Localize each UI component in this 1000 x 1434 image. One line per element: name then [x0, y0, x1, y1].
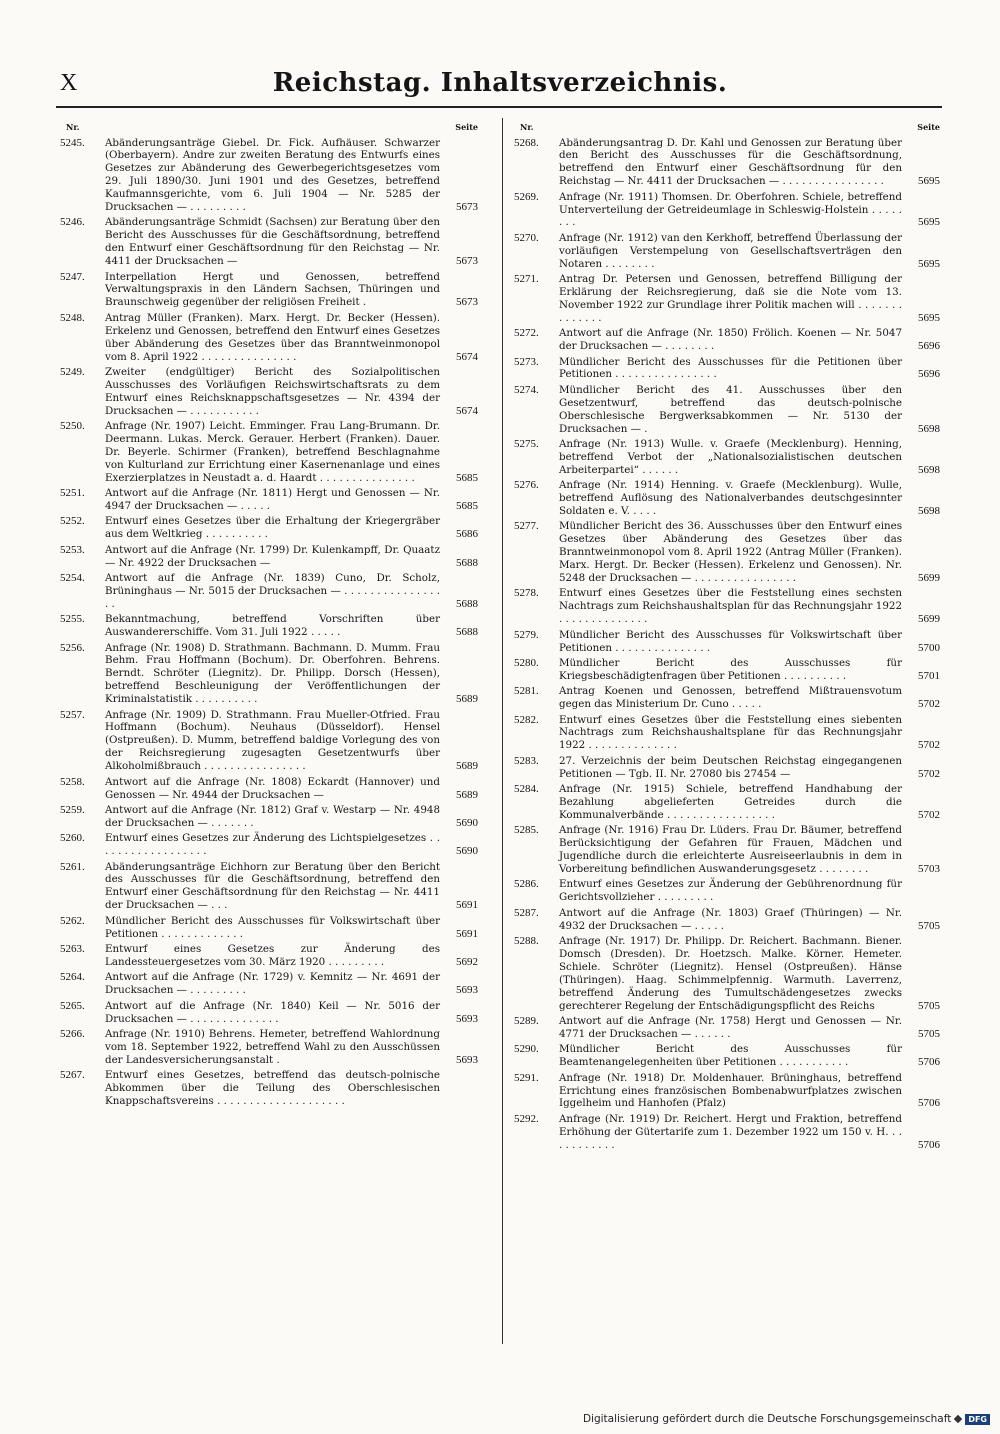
seite-header: Seite [917, 122, 940, 132]
seite-header: Seite [455, 122, 478, 132]
entry-page: 5702 [918, 739, 940, 752]
toc-entry [60, 642, 478, 707]
toc-entry [60, 487, 478, 513]
entry-page: 5692 [456, 955, 478, 968]
entry-number: 5287. [514, 906, 539, 919]
entry-text: Entwurf eines Gesetzes zur Änderung des Lichtspielgesetzes . . . . . . . . . . . . . . . . . . [105, 832, 440, 858]
entry-text: Anfrage (Nr. 1909) D. Strathmann. Frau Mueller-Otfried. Frau Hoffmann (Bochum). Neuhaus (Düsseldorf). Hensel (Ostpreußen). D. Mumm, betreffend baldige Vorlegung des von der Reichsregierung zugesagten Gesetzentwurfs über Alkoholmißbrauch . . . . . . . . . . . . . . . . [105, 708, 440, 773]
entry-number: 5273. [514, 355, 539, 368]
toc-entry [60, 271, 478, 310]
entry-number: 5285. [514, 824, 539, 837]
entry-text: Antwort auf die Anfrage (Nr. 1850) Frölich. Koenen — Nr. 5047 der Drucksachen — . . . . . . . . [559, 327, 902, 353]
entry-number: 5256. [60, 641, 85, 654]
entry-text: Antrag Koenen und Genossen, betreffend Mißtrauensvotum gegen das Ministerium Dr. Cuno . . . . . [559, 685, 902, 711]
entry-number: 5258. [60, 775, 85, 788]
entry-text: Mündlicher Bericht des Ausschusses für Beamtenangelegenheiten über Petitionen . . . . . . . . . . . [559, 1043, 902, 1069]
entry-page: 5686 [456, 528, 478, 541]
entry-page: 5691 [456, 899, 478, 912]
toc-entry [514, 755, 940, 781]
toc-entry [60, 137, 478, 214]
entry-number: 5288. [514, 935, 539, 948]
toc-entry [514, 878, 940, 904]
entry-page: 5698 [918, 422, 940, 435]
entry-page: 5695 [918, 216, 940, 229]
entry-text: Entwurf eines Gesetzes über die Erhaltung der Kriegergräber aus dem Weltkrieg . . . . . . . . . . [105, 515, 440, 541]
toc-entry [60, 832, 478, 858]
toc-entry [514, 657, 940, 683]
entry-number: 5263. [60, 942, 85, 955]
entry-text: Entwurf eines Gesetzes, betreffend das deutsch-polnische Abkommen über die Teilung des Oberschlesischen Knappschaftsvereins . . . . . . . . . . . . . . . . . . . . [105, 1069, 440, 1107]
toc-entry [60, 572, 478, 611]
entry-number: 5280. [514, 656, 539, 669]
entry-page: 5699 [918, 613, 940, 626]
entry-text: Antwort auf die Anfrage (Nr. 1811) Hergt und Genossen — Nr. 4947 der Drucksachen — . . . . . [105, 487, 440, 512]
entry-number: 5292. [514, 1112, 539, 1125]
entry-number: 5250. [60, 420, 85, 433]
toc-entry [60, 420, 478, 485]
entry-text: Abänderungsantrag D. Dr. Kahl und Genossen zur Beratung über den Bericht des Ausschusses für die Geschäftsordnung, betreffend den Entwurf einer Geschäftsordnung für den Reichstag — Nr. 4411 der Drucksachen — . . . . . . . . . . . . . . . . [559, 136, 902, 188]
entry-page: 5695 [918, 257, 940, 270]
column-divider [502, 118, 503, 1344]
toc-entry [514, 479, 940, 518]
entry-number: 5271. [514, 273, 539, 286]
entry-page: 5689 [456, 788, 478, 801]
entry-text: Anfrage (Nr. 1910) Behrens. Hemeter, betreffend Wahlordnung vom 18. September 1922, betreffend Wahl zu den Ausschüssen der Landesversicherungsanstalt . [105, 1027, 440, 1066]
entry-page: 5695 [918, 311, 940, 324]
entry-number: 5255. [60, 613, 85, 626]
entry-number: 5264. [60, 971, 85, 984]
entry-text: Antrag Dr. Petersen und Genossen, betreffend Billigung der Erklärung der Reichsregierung, daß sie die Note vom 13. November 1922 zur Grundlage ihrer Politik machen will . . . . . . . . . . . . . . [559, 273, 902, 324]
entry-number: 5272. [514, 327, 539, 340]
entry-number: 5279. [514, 628, 539, 641]
entry-text: Zweiter (endgültiger) Bericht des Sozialpolitischen Ausschusses des Vorläufigen Reichswirtschaftsrats zu dem Entwurf eines Reichsknappschaftsgesetzes — Nr. 4394 der Drucksachen — . . . . . . . . . . . [105, 365, 440, 417]
toc-entry [514, 935, 940, 1012]
entry-number: 5262. [60, 914, 85, 927]
toc-entry [514, 1043, 940, 1069]
entry-text: Anfrage (Nr. 1915) Schiele, betreffend Handhabung der Bezahlung abgelieferten Getreides durch die Kommunalverbände . . . . . . . . . . . . . . . . . [559, 783, 902, 821]
entry-page: 5702 [918, 698, 940, 711]
toc-entry [514, 1015, 940, 1041]
entry-text: Entwurf eines Gesetzes über die Feststellung eines sechsten Nachtrags zum Reichshaushaltsplan für das Rechnungsjahr 1922 . . . . . . . . . . . . . . [559, 587, 902, 626]
footer-credit [583, 1413, 990, 1425]
entry-page: 5673 [456, 296, 478, 309]
toc-entry [60, 915, 478, 941]
entry-text: Anfrage (Nr. 1913) Wulle. v. Graefe (Mecklenburg). Henning, betreffend Verbot der „Nationalsozialistischen deutschen Arbeiterpartei“ . . . . . . [559, 437, 902, 476]
entry-text: Anfrage (Nr. 1919) Dr. Reichert. Hergt und Fraktion, betreffend Erhöhung der Gütertarife zum 1. Dezember 1922 um 150 v. H. . . . . . . . . . . . [559, 1112, 902, 1151]
entry-number: 5265. [60, 999, 85, 1012]
entry-text: Anfrage (Nr. 1908) D. Strathmann. Bachmann. D. Mumm. Frau Behm. Frau Hoffmann (Bochum). Dr. Oberfohren. Behrens. Berndt. Schröter (Liegnitz). Dr. Philipp. Dorsch (Hessen), betreffend Beschleunigung der Veröffentlichungen der Kriminalstatistik . . . . . . . . . . [105, 641, 440, 706]
entry-text: Antwort auf die Anfrage (Nr. 1839) Cuno, Dr. Scholz, Brüninghaus — Nr. 5015 der Drucksachen — . . . . . . . . . . . . . . . . . [105, 572, 440, 610]
nr-header: Nr. [520, 122, 534, 132]
entry-page: 5674 [456, 404, 478, 417]
toc-entry [60, 776, 478, 802]
toc-entry [514, 520, 940, 585]
toc-entry [60, 312, 478, 364]
entry-page: 5705 [918, 919, 940, 932]
toc-entry [514, 1113, 940, 1152]
entry-page: 5685 [456, 471, 478, 484]
toc-entry [60, 1069, 478, 1108]
entry-text: Antrag Müller (Franken). Marx. Hergt. Dr. Becker (Hessen). Erkelenz und Genossen, betreffend den Entwurf eines Gesetzes über Abänderung des Gesetzes über das Branntweinmonopol vom 8. April 1922 . . . . . . . . . . . . . . . [105, 311, 440, 363]
entry-number: 5252. [60, 515, 85, 528]
entry-number: 5289. [514, 1015, 539, 1027]
page-number: X [60, 70, 78, 96]
entry-page: 5702 [918, 808, 940, 821]
entry-text: Bekanntmachung, betreffend Vorschriften über Auswandererschiffe. Vom 31. Juli 1922 . . . . . [105, 613, 440, 639]
entry-text: Anfrage (Nr. 1918) Dr. Moldenhauer. Brüninghaus, betreffend Errichtung eines französischen Bombenabwurfplatzes zwischen Iggelheim und Hanhofen (Pfalz) [559, 1071, 902, 1110]
entry-text: Anfrage (Nr. 1914) Henning. v. Graefe (Mecklenburg). Wulle, betreffend Auflösung des Nationalverbandes deutschgesinnter Soldaten e. V. . . . . [559, 479, 902, 517]
entry-page: 5674 [456, 350, 478, 363]
entry-page: 5696 [918, 368, 940, 381]
toc-entry [60, 1028, 478, 1067]
header-rule [56, 106, 942, 108]
entry-number: 5290. [514, 1043, 539, 1056]
column-header [60, 118, 478, 134]
toc-entry [514, 273, 940, 325]
toc-entry [514, 587, 940, 626]
entry-page: 5688 [456, 597, 478, 610]
entry-number: 5266. [60, 1027, 85, 1040]
entry-number: 5274. [514, 383, 539, 396]
entry-number: 5251. [60, 487, 85, 500]
entry-page: 5690 [456, 816, 478, 829]
entry-text: Mündlicher Bericht des 36. Ausschusses über den Entwurf eines Gesetzes über Abänderung des Gesetzes über das Branntweinmonopol vom 8. April 1922 (Antrag Müller (Franken). Marx. Hergt. Dr. Becker (Hessen). Erkelenz und Genossen). Nr. 5248 der Drucksachen — . . . . . . . . . . . . . . . . [559, 520, 902, 584]
toc-entry [514, 327, 940, 353]
entry-page: 5696 [918, 340, 940, 353]
toc-entry [514, 714, 940, 753]
toc-entry [60, 544, 478, 570]
entry-text: Antwort auf die Anfrage (Nr. 1729) v. Kemnitz — Nr. 4691 der Drucksachen — . . . . . . . . . [105, 971, 440, 997]
entry-number: 5268. [514, 136, 539, 149]
entry-number: 5253. [60, 543, 85, 556]
entry-page: 5690 [456, 845, 478, 858]
entry-number: 5247. [60, 270, 85, 283]
toc-entry [60, 613, 478, 639]
entry-number: 5276. [514, 479, 539, 492]
entry-text: 27. Verzeichnis der beim Deutschen Reichstag eingegangenen Petitionen — Tgb. II. Nr. 27080 bis 27454 — [559, 754, 902, 780]
toc-entry [514, 356, 940, 382]
entry-number: 5270. [514, 231, 539, 244]
entry-page: 5700 [918, 641, 940, 654]
entry-text: Antwort auf die Anfrage (Nr. 1812) Graf v. Westarp — Nr. 4948 der Drucksachen — . . . . . . . [105, 803, 440, 829]
entry-page: 5691 [456, 927, 478, 940]
entry-number: 5286. [514, 878, 539, 891]
entry-text: Anfrage (Nr. 1917) Dr. Philipp. Dr. Reichert. Bachmann. Biener. Domsch (Dresden). Dr. Hoetzsch. Malke. Körner. Hemeter. Schiele. Schröter (Liegnitz). Hensel (Ostpreußen). Hänse (Thüringen). Haag. Schimmelpfennig. Warmuth. Laverrenz, betreffend Änderung des Tumultschädengesetzes zwecks gerechterer Regelung der Entschädigungspflicht des Reichs [559, 935, 902, 1012]
toc-entry [60, 366, 478, 418]
entry-page: 5698 [918, 463, 940, 476]
toc-entry [514, 907, 940, 933]
toc-entry [60, 709, 478, 774]
entry-number: 5284. [514, 783, 539, 796]
entry-number: 5259. [60, 803, 85, 816]
entry-number: 5278. [514, 587, 539, 600]
entry-page: 5673 [456, 255, 478, 268]
entry-number: 5282. [514, 713, 539, 726]
entry-page: 5701 [918, 669, 940, 682]
toc-entry [514, 384, 940, 436]
toc-entry [514, 191, 940, 230]
toc-entry [514, 438, 940, 477]
page-title: Reichstag. Inhaltsverzeichnis. [272, 68, 728, 98]
entry-number: 5283. [514, 754, 539, 767]
entry-page: 5698 [918, 504, 940, 517]
entry-page: 5688 [456, 556, 478, 569]
entry-number: 5267. [60, 1069, 85, 1082]
entry-number: 5257. [60, 708, 85, 721]
entry-page: 5706 [918, 1138, 940, 1151]
entry-page: 5688 [456, 626, 478, 639]
entry-number: 5281. [514, 685, 539, 698]
toc-entry [514, 629, 940, 655]
entry-page: 5705 [918, 1027, 940, 1040]
entry-number: 5246. [60, 216, 85, 229]
toc-entry [514, 137, 940, 189]
entry-number: 5291. [514, 1071, 539, 1084]
entry-page: 5689 [456, 760, 478, 773]
entry-page: 5693 [456, 1012, 478, 1025]
entry-text: Mündlicher Bericht des Ausschusses für Volkswirtschaft über Petitionen . . . . . . . . . . . . . [105, 914, 440, 940]
toc-entry [60, 971, 478, 997]
entry-text: Antwort auf die Anfrage (Nr. 1758) Hergt und Genossen — Nr. 4771 der Drucksachen — . . . . . . [559, 1015, 902, 1040]
entry-text: Abänderungsanträge Schmidt (Sachsen) zur Beratung über den Bericht des Ausschusses für die Geschäftsordnung, betreffend den Entwurf einer Geschäftsordnung für den Reichstag — Nr. 4411 der Drucksachen — [105, 216, 440, 268]
entry-text: Mündlicher Bericht des 41. Ausschusses über den Gesetzentwurf, betreffend das deutsch-polnische Oberschlesische Bergwerksabkommen — Nr. 5130 der Drucksachen — . [559, 383, 902, 435]
toc-entry [60, 861, 478, 913]
right-column [514, 118, 940, 1152]
entry-text: Anfrage (Nr. 1916) Frau Dr. Lüders. Frau Dr. Bäumer, betreffend Berücksichtigung der Gefahren für Frauen, Mädchen und Jugendliche durch die erleichterte Ausreiseerlaubnis in dem in Vorbereitung befindlichen Auswanderungsgesetz . . . . . . . . [559, 824, 902, 876]
entry-page: 5699 [918, 572, 940, 584]
entry-text: Antwort auf die Anfrage (Nr. 1803) Graef (Thüringen) — Nr. 4932 der Drucksachen — . . . . . [559, 906, 902, 932]
entry-number: 5261. [60, 860, 85, 873]
entry-number: 5275. [514, 437, 539, 450]
entry-number: 5260. [60, 832, 85, 845]
left-column [60, 118, 478, 1108]
toc-entry [60, 216, 478, 268]
entry-number: 5248. [60, 311, 85, 324]
toc-entry [514, 685, 940, 711]
entry-text: Antwort auf die Anfrage (Nr. 1799) Dr. Kulenkampff, Dr. Quaatz — Nr. 4922 der Drucksachen — [105, 543, 440, 569]
nr-header: Nr. [66, 122, 80, 132]
toc-entry [514, 783, 940, 822]
entry-number: 5245. [60, 136, 85, 149]
entry-text: Entwurf eines Gesetzes über die Feststellung eines siebenten Nachtrags zum Reichshaushaltsplane für das Rechnungsjahr 1922 . . . . . . . . . . . . . . [559, 713, 902, 752]
toc-entry [514, 1072, 940, 1111]
toc-entry [60, 515, 478, 541]
entry-text: Abänderungsanträge Eichhorn zur Beratung über den Bericht des Ausschusses für die Geschäftsordnung, betreffend den Entwurf einer Geschäftsordnung für den Reichstag — Nr. 4411 der Drucksachen — . . . [105, 860, 440, 912]
entry-page: 5702 [918, 767, 940, 780]
entry-page: 5703 [918, 863, 940, 876]
entry-number: 5269. [514, 190, 539, 203]
entry-number: 5249. [60, 365, 85, 378]
toc-entry [60, 943, 478, 969]
diamond-icon [954, 1415, 962, 1423]
entry-page: 5689 [456, 693, 478, 706]
entry-text: Entwurf eines Gesetzes zur Änderung des Landessteuergesetzes vom 30. März 1920 . . . . . . . . . [105, 942, 440, 968]
entry-page: 5705 [918, 999, 940, 1012]
entry-text: Anfrage (Nr. 1911) Thomsen. Dr. Oberfohren. Schiele, betreffend Unterverteilung der Getreideumlage in Schleswig-Holstein . . . . . . . . [559, 190, 902, 229]
entry-text: Interpellation Hergt und Genossen, betreffend Verwaltungspraxis in den Ländern Sachsen, Thüringen und Braunschweig gegenüber der religiösen Freiheit . [105, 270, 440, 309]
toc-entry [60, 1000, 478, 1026]
entry-page: 5673 [456, 201, 478, 214]
entry-text: Entwurf eines Gesetzes zur Änderung der Gebührenordnung für Gerichtsvollzieher . . . . . . . . . [559, 878, 902, 904]
entry-page: 5695 [918, 175, 940, 188]
entry-page: 5706 [918, 1097, 940, 1110]
toc-entry [60, 804, 478, 830]
entry-text: Antwort auf die Anfrage (Nr. 1840) Keil — Nr. 5016 der Drucksachen — . . . . . . . . . . . . . . [105, 999, 440, 1025]
entry-text: Abänderungsanträge Giebel. Dr. Fick. Aufhäuser. Schwarzer (Oberbayern). Andre zur zweiten Beratung des Entwurfs eines Gesetzes zur Abänderung des Gewerbegerichtsgesetzes vom 29. Juli 1890/30. Juni 1901 und des Gesetzes, betreffend Kaufmannsgerichte, vom 6. Juli 1904 — Nr. 5285 der Drucksachen — . . . . . . . . . [105, 136, 440, 214]
entry-text: Antwort auf die Anfrage (Nr. 1808) Eckardt (Hannover) und Genossen — Nr. 4944 der Drucksachen — [105, 775, 440, 801]
entry-page: 5693 [456, 1053, 478, 1066]
entry-text: Anfrage (Nr. 1912) van den Kerkhoff, betreffend Überlassung der vorläufigen Verstempelung von Gesellschaftsverträgen den Notaren . . . . . . . . [559, 231, 902, 270]
column-header [514, 118, 940, 134]
toc-entry [514, 824, 940, 876]
entry-page: 5693 [456, 984, 478, 997]
entry-text: Anfrage (Nr. 1907) Leicht. Emminger. Frau Lang-Brumann. Dr. Deermann. Lukas. Merck. Gerauer. Herbert (Franken). Dauer. Dr. Beyerle. Schirmer (Franken), betreffend Beschlagnahme von Kulturland zur Errichtung einer Kasernenanlage und eines Exerzierplatzes in Neustadt a. d. Haardt . . . . . . . . . . . . . . . [105, 420, 440, 484]
entry-text: Mündlicher Bericht des Ausschusses für die Petitionen über Petitionen . . . . . . . . . . . . . . . . [559, 355, 902, 381]
entry-number: 5277. [514, 520, 539, 533]
credit-text: Digitalisierung gefördert durch die Deutsche Forschungsgemeinschaft [582, 1413, 952, 1425]
entry-page: 5685 [456, 499, 478, 512]
entry-page: 5706 [918, 1056, 940, 1069]
entry-text: Mündlicher Bericht des Ausschusses für Volkswirtschaft über Petitionen . . . . . . . . . . . . . . . [559, 628, 902, 654]
toc-entry [514, 232, 940, 271]
entry-text: Mündlicher Bericht des Ausschusses für Kriegsbeschädigtenfragen über Petitionen . . . . . . . . . . [559, 656, 902, 682]
entry-number: 5254. [60, 572, 85, 584]
dfg-logo-icon: DFG [965, 1414, 990, 1425]
